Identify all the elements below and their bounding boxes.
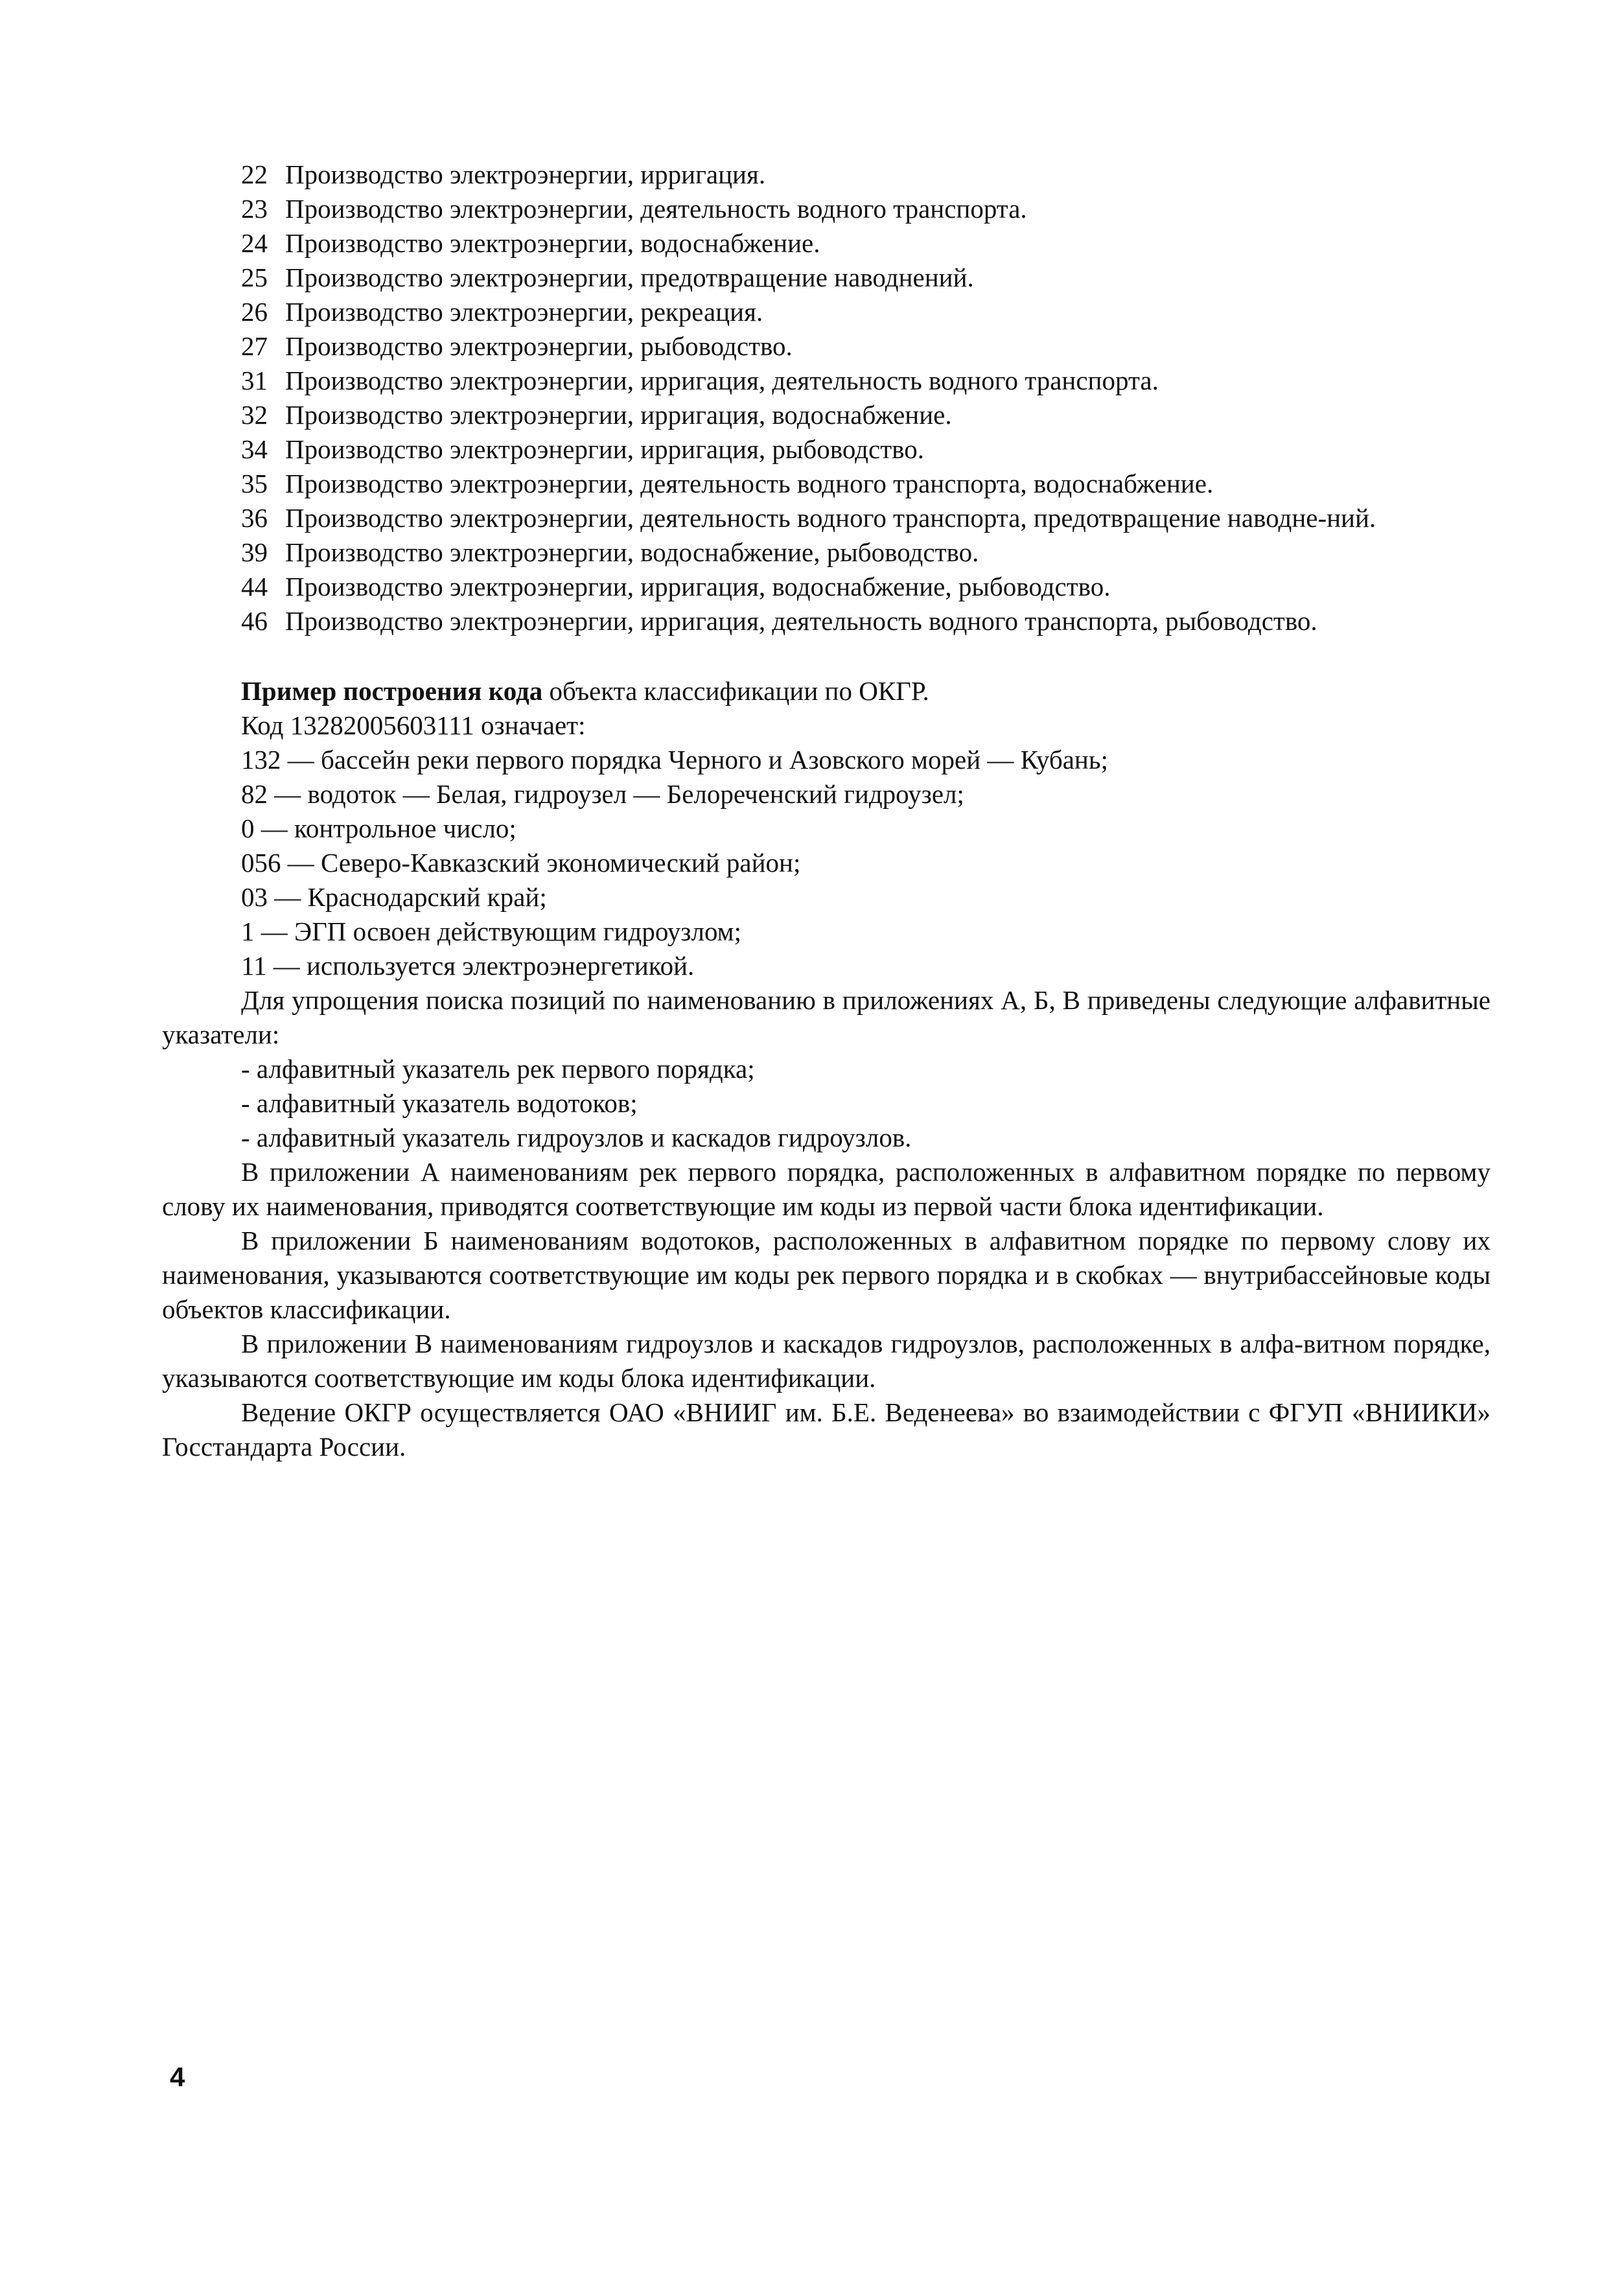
code-row-35 [241, 467, 1485, 501]
example-item: 132 — бассейн реки первого порядка Черного и Азовского морей — Кубань; [241, 745, 1108, 775]
example-item: 11 — используется электроэнергетикой. [241, 951, 695, 981]
code-description: Производство электроэнергии, ирригация, водоснабжение. [285, 400, 952, 430]
code-row-34 [241, 432, 1485, 467]
example-code-line: Код 13282005603111 означает: [241, 710, 586, 740]
appendix-b-paragraph: В приложении Б наименованиям водотоков, расположенных в алфавитном порядке по первому слову их наименования, указываются соответствующие им коды рек первого порядка и в скобках — внутрибассейновые коды объектов классификации. [162, 1226, 1491, 1324]
code-number: 26 [241, 297, 268, 327]
page-number: 4 [170, 2062, 185, 2092]
code-row-32 [241, 398, 1485, 432]
example-heading [162, 674, 1491, 708]
example-heading-bold: Пример построения кода [241, 676, 543, 706]
code-row-31 [241, 364, 1485, 398]
code-description: Производство электроэнергии, водоснабжение, рыбоводство. [285, 537, 979, 567]
code-row-22 [241, 157, 1485, 192]
code-description: Производство электроэнергии, предотвращение наводнений. [285, 262, 974, 292]
document-body [162, 674, 1491, 1464]
code-description: Производство электроэнергии, рекреация. [285, 297, 763, 327]
code-number: 36 [241, 503, 268, 533]
index-list-item: - алфавитный указатель рек первого порядка; [241, 1054, 755, 1084]
code-number: 22 [241, 159, 268, 189]
code-row-26 [241, 295, 1485, 329]
code-description: Производство электроэнергии, рыбоводство. [285, 331, 793, 361]
example-item: 1 — ЭГП освоен действующим гидроузлом; [241, 916, 741, 946]
index-intro-paragraph: Для упрощения поиска позиций по наименованию в приложениях А, Б, В приведены следующие алфавитные указатели: [162, 985, 1491, 1049]
code-row-23 [241, 192, 1485, 226]
code-row-27 [241, 329, 1485, 364]
code-number: 32 [241, 400, 268, 430]
code-number: 25 [241, 262, 268, 292]
code-description: Производство электроэнергии, деятельность водного транспорта, предотвращение наводне-ний. [285, 503, 1376, 533]
code-number: 34 [241, 434, 268, 464]
code-description: Производство электроэнергии, деятельность водного транспорта, водоснабжение. [285, 469, 1214, 498]
code-row-39 [241, 535, 1485, 570]
code-number: 23 [241, 194, 268, 224]
index-list-item: - алфавитный указатель водотоков; [241, 1088, 638, 1118]
example-heading-rest: объекта классификации по ОКГР. [542, 676, 929, 706]
code-description: Производство электроэнергии, ирригация, водоснабжение, рыбоводство. [285, 572, 1111, 601]
code-number: 31 [241, 366, 268, 395]
code-number: 44 [241, 572, 268, 601]
code-description: Производство электроэнергии, деятельность водного транспорта. [285, 194, 1027, 224]
example-item: 0 — контрольное число; [241, 813, 516, 843]
index-list-item: - алфавитный указатель гидроузлов и каскадов гидроузлов. [241, 1123, 912, 1152]
example-item: 056 — Северо-Кавказский экономический район; [241, 848, 801, 878]
code-row-24 [241, 226, 1485, 261]
code-description: Производство электроэнергии, ирригация. [285, 159, 766, 189]
code-number: 35 [241, 469, 268, 498]
code-number: 39 [241, 537, 268, 567]
code-description: Производство электроэнергии, ирригация, рыбоводство. [285, 434, 924, 464]
code-number: 24 [241, 228, 268, 258]
maintenance-paragraph: Ведение ОКГР осуществляется ОАО «ВНИИГ им. Б.Е. Веденеева» во взаимодействии с ФГУП «ВНИИКИ» Госстандарта России. [162, 1397, 1491, 1462]
code-number: 46 [241, 606, 268, 636]
code-description: Производство электроэнергии, водоснабжение. [285, 228, 820, 258]
example-item: 82 — водоток — Белая, гидроузел — Белореченский гидроузел; [241, 779, 964, 809]
appendix-v-paragraph: В приложении В наименованиям гидроузлов и каскадов гидроузлов, расположенных в алфа-витном порядке, указываются соответствующие им коды блока идентификации. [162, 1329, 1491, 1393]
code-description: Производство электроэнергии, ирригация, деятельность водного транспорта. [285, 366, 1159, 395]
example-item: 03 — Краснодарский край; [241, 882, 547, 912]
appendix-a-paragraph: В приложении А наименованиям рек первого порядка, расположенных в алфавитном порядке по первому слову их наименования, приводятся соответствующие им коды из первой части блока идентификации. [162, 1157, 1491, 1221]
code-row-46 [241, 604, 1485, 638]
code-list [241, 157, 1485, 638]
code-description: Производство электроэнергии, ирригация, деятельность водного транспорта, рыбоводство. [285, 606, 1317, 636]
code-number: 27 [241, 331, 268, 361]
code-row-44 [241, 570, 1485, 604]
code-row-36 [241, 501, 1485, 535]
code-row-25 [241, 261, 1485, 295]
